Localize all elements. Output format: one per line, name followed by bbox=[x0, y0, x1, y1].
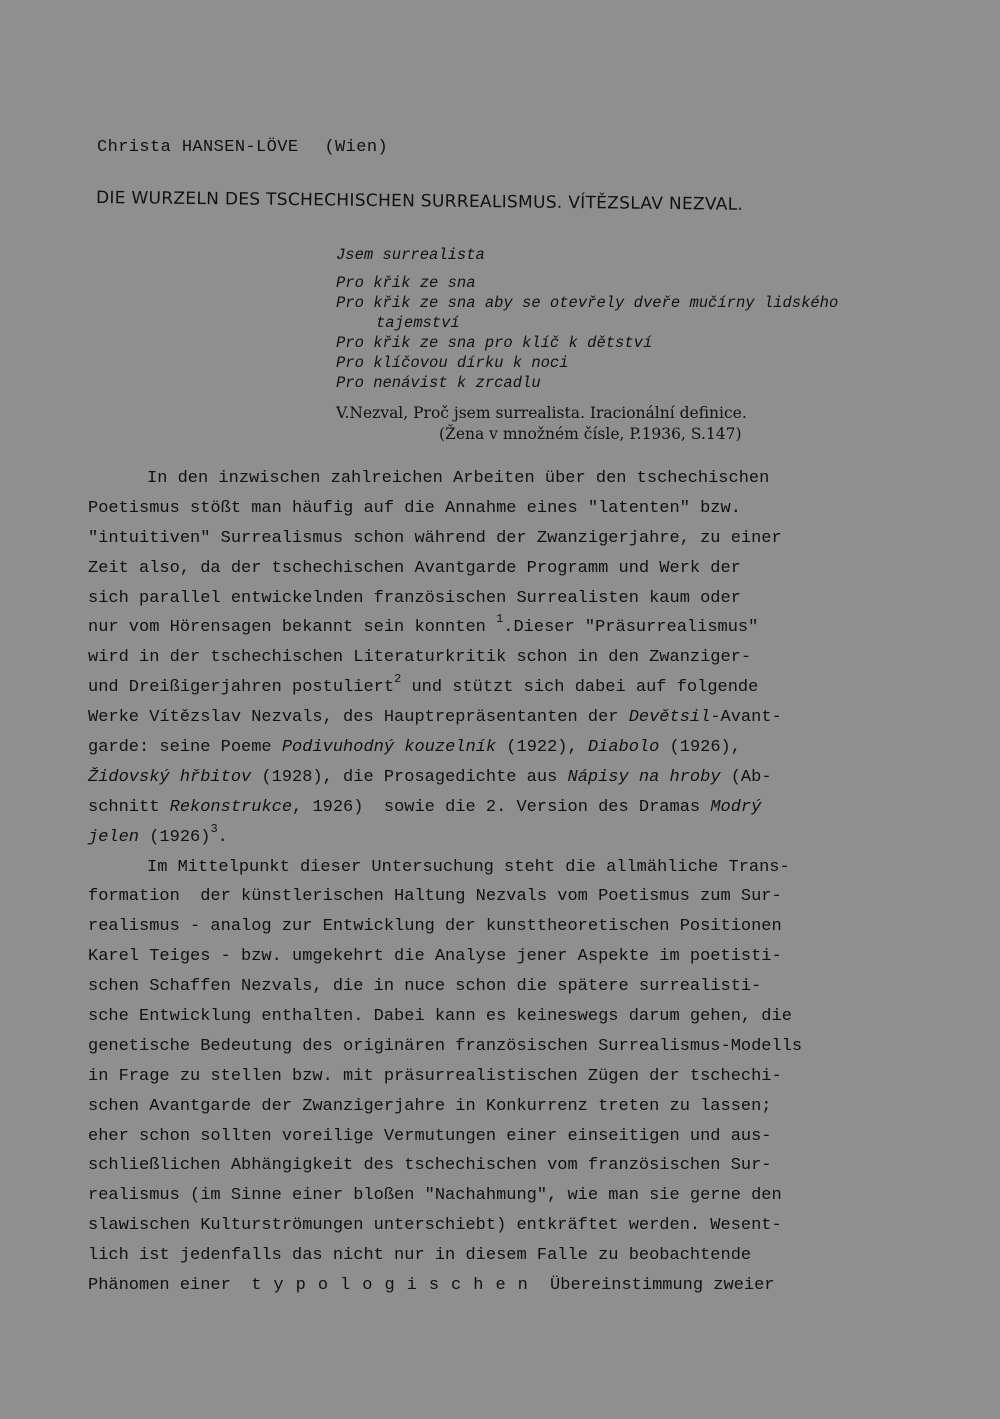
work-title: jelen bbox=[88, 827, 140, 847]
epigraph-line: Pro křik ze sna aby se otevřely dveře mučírny lidského bbox=[336, 294, 839, 312]
text-span: (1926), bbox=[659, 738, 741, 758]
text-span: und stützt sich dabei auf folgende bbox=[401, 678, 759, 698]
text-line: Zeit also, da der tschechischen Avantgarde Programm und Werk der bbox=[88, 558, 741, 578]
text-span: Werke Vítězslav Nezvals, des Hauptrepräsentanten der bbox=[88, 708, 629, 728]
text-span: (1922), bbox=[496, 738, 588, 758]
text-line: Poetismus stößt man häufig auf die Annahme eines "latenten" bzw. bbox=[88, 498, 741, 518]
text-line: schen Avantgarde der Zwanzigerjahre in Konkurrenz treten zu lassen; bbox=[88, 1096, 772, 1116]
text-line: schließlichen Abhängigkeit des tschechischen vom französischen Sur- bbox=[88, 1156, 772, 1176]
text-line bbox=[88, 823, 928, 853]
article-title: DIE WURZELN DES TSCHECHISCHEN SURREALISMUS. VÍTĚZSLAV NEZVAL. bbox=[95, 188, 744, 215]
text-line: realismus (im Sinne einer bloßen "Nachahmung", wie man sie gerne den bbox=[88, 1186, 782, 1206]
text-line: lich ist jedenfalls das nicht nur in diesem Falle zu beobachtende bbox=[88, 1246, 752, 1266]
author-line bbox=[97, 138, 388, 157]
text-line: genetische Bedeutung des originären französischen Surrealismus-Modells bbox=[88, 1036, 803, 1056]
text-span: nur vom Hörensagen bekannt sein konnten bbox=[88, 618, 497, 638]
text-span: garde: seine Poeme bbox=[88, 738, 282, 758]
text-line bbox=[88, 733, 928, 763]
spaced-emphasis: typologischen bbox=[251, 1276, 540, 1296]
text-line: slawischen Kulturströmungen unterschiebt) entkräftet werden. Wesent- bbox=[88, 1216, 782, 1236]
text-line bbox=[88, 1271, 928, 1301]
text-line: sich parallel entwickelnden französischen Surrealisten kaum oder bbox=[88, 588, 741, 608]
text-line: In den inzwischen zahlreichen Arbeiten über den tschechischen bbox=[147, 469, 770, 488]
text-span: , 1926) sowie die 2. Version des Dramas bbox=[292, 797, 711, 817]
text-span: (1926) bbox=[139, 827, 211, 847]
text-line: formation der künstlerischen Haltung Nezvals vom Poetismus zum Sur- bbox=[88, 887, 782, 907]
text-line: wird in der tschechischen Literaturkritik schon in den Zwanziger- bbox=[88, 648, 752, 668]
work-title: Židovský hřbitov bbox=[88, 767, 252, 787]
epigraph-line: Pro nenávist k zrcadlu bbox=[336, 374, 541, 392]
footnote-ref-2[interactable]: 2 bbox=[394, 672, 402, 687]
text-line bbox=[88, 703, 928, 733]
text-line: realismus - analog zur Entwicklung der kunsttheoretischen Positionen bbox=[88, 917, 782, 937]
epigraph-source-line: V.Nezval, Proč jsem surrealista. Iracionální definice. bbox=[336, 404, 747, 422]
epigraph bbox=[336, 245, 896, 445]
body-text bbox=[88, 464, 928, 1301]
epigraph-line: tajemství bbox=[376, 314, 460, 332]
text-line bbox=[88, 673, 928, 703]
author-name: Christa HANSEN-LÖVE bbox=[97, 138, 299, 157]
text-line: Karel Teiges - bzw. umgekehrt die Analyse jener Aspekte im poetisti- bbox=[88, 947, 782, 967]
text-line: sche Entwicklung enthalten. Dabei kann es keineswegs darum gehen, die bbox=[88, 1007, 792, 1027]
text-line: in Frage zu stellen bzw. mit präsurrealistischen Zügen der tschechi- bbox=[88, 1066, 782, 1086]
text-span: -Avant- bbox=[710, 708, 782, 728]
footnote-ref-1[interactable]: 1 bbox=[496, 612, 504, 627]
text-span: .Dieser "Präsurrealismus" bbox=[503, 618, 759, 638]
text-line bbox=[88, 793, 928, 823]
text-span: . bbox=[217, 827, 228, 847]
epigraph-line: Pro klíčovou dírku k noci bbox=[336, 354, 569, 372]
text-span: (Ab- bbox=[720, 767, 772, 787]
epigraph-source bbox=[336, 403, 896, 445]
work-title: Nápisy na hroby bbox=[567, 767, 721, 787]
text-line: schen Schaffen Nezvals, die in nuce schon die spätere surrealisti- bbox=[88, 977, 762, 997]
text-line bbox=[88, 763, 928, 793]
work-title: Diabolo bbox=[587, 738, 660, 758]
text-span: schnitt bbox=[88, 797, 170, 817]
author-city: (Wien) bbox=[324, 138, 389, 157]
epigraph-line: Pro křik ze sna bbox=[336, 274, 476, 292]
footnote-ref-3[interactable]: 3 bbox=[210, 821, 218, 836]
text-span: und Dreißigerjahren postuliert bbox=[88, 678, 395, 698]
work-title: Podivuhodný kouzelník bbox=[281, 738, 497, 758]
work-title: Modrý bbox=[710, 797, 762, 817]
text-line: Im Mittelpunkt dieser Untersuchung steht die allmähliche Trans- bbox=[147, 857, 790, 877]
italic-term: Devětsil bbox=[628, 708, 711, 728]
text-line: "intuitiven" Surrealismus schon während der Zwanzigerjahre, zu einer bbox=[88, 528, 782, 548]
epigraph-source-line: (Žena v množném čísle, P.1936, S.147) bbox=[439, 425, 742, 443]
text-span: Übereinstimmung zweier bbox=[539, 1276, 775, 1296]
text-line bbox=[88, 613, 928, 643]
epigraph-line: Pro křik ze sna pro klíč k dětství bbox=[336, 334, 653, 352]
text-span: Phänomen einer bbox=[88, 1276, 252, 1296]
text-span: (1928), die Prosagedichte aus bbox=[251, 767, 568, 787]
epigraph-line: Jsem surrealista bbox=[336, 246, 485, 264]
text-line: eher schon sollten voreilige Vermutungen einer einseitigen und aus- bbox=[88, 1126, 772, 1146]
work-title: Rekonstrukce bbox=[169, 797, 293, 817]
